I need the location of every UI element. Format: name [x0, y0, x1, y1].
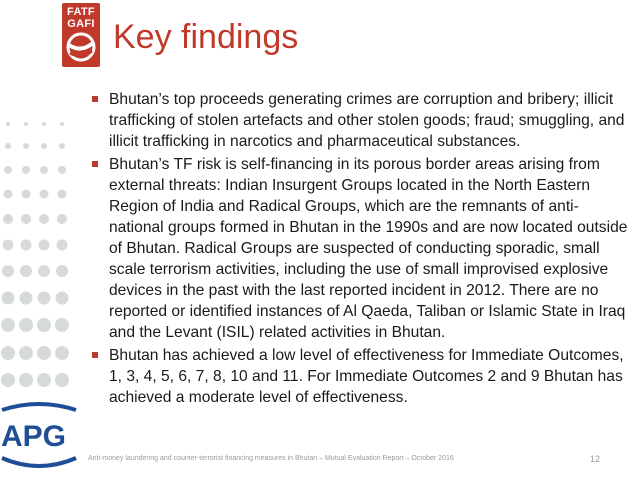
- globe-swoosh-icon: [66, 31, 96, 63]
- bullet-marker: [92, 161, 98, 167]
- list-item: [92, 89, 632, 152]
- fatf-logo: [62, 3, 100, 67]
- decorative-dot-grid: [0, 118, 72, 408]
- apg-logo: [0, 400, 78, 479]
- logo-line2: GAFI: [67, 18, 95, 30]
- apg-logo-text: APG: [1, 420, 67, 453]
- bullet-marker: [92, 96, 98, 102]
- footer-text: Anti-money laundering and counter-terrorist financing measures in Bhutan – Mutual Evaluation Report – October 2016: [88, 455, 454, 462]
- list-item: [92, 154, 632, 343]
- findings-list: [92, 89, 632, 410]
- bullet-text: Bhutan has achieved a low level of effectiveness for Immediate Outcomes, 1, 3, 4, 5, 6, 7, 8, 10 and 11. For Immediate Outcomes 2 and 9 Bhutan has achieved a moderate level of effectiveness.: [109, 347, 624, 406]
- page-number: 12: [590, 454, 601, 464]
- list-item: [92, 345, 632, 408]
- bullet-marker: [92, 352, 98, 358]
- bullet-text: Bhutan’s top proceeds generating crimes are corruption and bribery; illicit trafficking of stolen artefacts and other stolen goods; fraud; smuggling, and illicit trafficking in narcotics and pharmaceutical substances.: [109, 91, 625, 150]
- page-title: Key findings: [113, 18, 299, 56]
- bullet-text: Bhutan’s TF risk is self-financing in its porous border areas arising from external threats: Indian Insurgent Groups located in the North Eastern Region of India and Radical Groups, which are the remnants of anti-national groups formed in Bhutan in the 1990s and are now located outside of Bhutan. Radical Groups are suspected of conducting sporadic, small scale terrorism activities, including the use of small improvised explosive devices in the past with the last reported incident in 2012. There are no reported or identified instances of Al Qaeda, Taliban or Islamic State in Iraq and the Levant (ISIL) related activities in Bhutan.: [109, 156, 628, 341]
- logo-line1: FATF: [67, 6, 95, 18]
